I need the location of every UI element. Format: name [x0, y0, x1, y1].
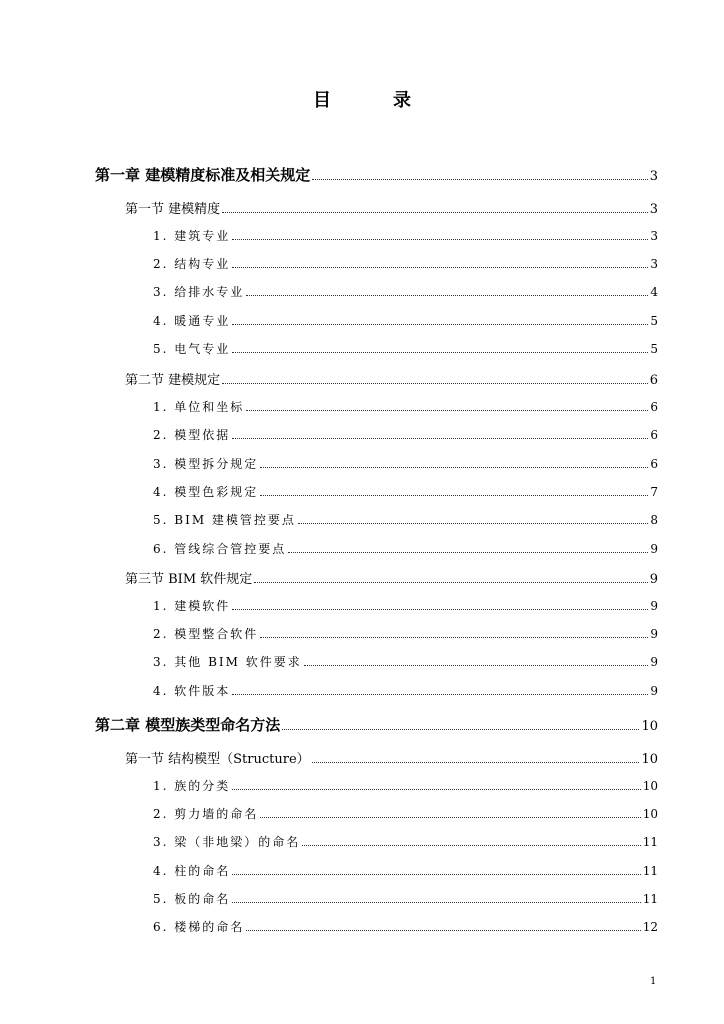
toc-title-char-2: 录	[393, 90, 411, 111]
toc-item[interactable]	[153, 511, 658, 528]
toc-section-1-3[interactable]	[125, 568, 658, 587]
dot-leader	[282, 728, 639, 730]
toc-item[interactable]	[153, 833, 658, 850]
toc-item[interactable]	[153, 805, 658, 822]
toc-entry-label: 2. 剪力墙的命名	[153, 807, 259, 821]
toc-entry-label: 5. 板的命名	[153, 892, 231, 906]
dot-leader	[302, 844, 640, 846]
toc-entry-label: 6. 管线综合管控要点	[153, 542, 287, 556]
toc-entry-label: 3. 其他 BIM 软件要求	[153, 655, 302, 669]
toc-entry-page: 10	[641, 719, 658, 734]
toc-entry-page: 9	[650, 542, 658, 556]
toc-entry-page: 6	[650, 428, 658, 442]
toc-item[interactable]	[153, 653, 658, 670]
toc-entry-page: 10	[641, 752, 658, 767]
toc-entry-label: 2. 结构专业	[153, 257, 231, 271]
toc-entry-label: 第二章 模型族类型命名方法	[95, 716, 281, 734]
toc-entry-page: 10	[642, 779, 658, 793]
dot-leader	[232, 693, 648, 695]
toc-item[interactable]	[153, 255, 658, 272]
toc-entry-label: 第三节 BIM 软件规定	[125, 572, 253, 587]
dot-leader	[232, 608, 648, 610]
toc-section-1-2[interactable]	[125, 369, 658, 388]
toc-item[interactable]	[153, 483, 658, 500]
toc-entry-label: 4. 暖通专业	[153, 314, 231, 328]
toc-entry-label: 5. 电气专业	[153, 342, 231, 356]
toc-entry-page: 3	[649, 202, 658, 217]
toc-entry-page: 5	[650, 314, 658, 328]
toc-entry-label: 1. 单位和坐标	[153, 400, 245, 414]
toc-entry-page: 11	[642, 892, 658, 906]
dot-leader	[260, 494, 648, 496]
page-number: 1	[650, 976, 657, 987]
toc-entry-page: 11	[642, 835, 658, 849]
toc-item[interactable]	[153, 682, 658, 699]
toc-item[interactable]	[153, 597, 658, 614]
toc-entry-page: 9	[650, 655, 658, 669]
dot-leader	[254, 581, 647, 583]
dot-leader	[246, 294, 648, 296]
toc-entry-label: 4. 柱的命名	[153, 864, 231, 878]
dot-leader	[232, 323, 648, 325]
dot-leader	[304, 664, 649, 666]
toc-entry-page: 6	[649, 373, 658, 388]
toc-item[interactable]	[153, 890, 658, 907]
toc-entry-label: 第一节 建模精度	[125, 202, 221, 217]
toc-entry-page: 12	[642, 920, 658, 934]
dot-leader	[232, 437, 648, 439]
dot-leader	[260, 816, 640, 818]
toc-entry-page: 3	[650, 229, 658, 243]
toc-entry-page: 6	[650, 400, 658, 414]
dot-leader	[260, 466, 648, 468]
toc-entry-label: 4. 软件版本	[153, 684, 231, 698]
dot-leader	[246, 929, 640, 931]
toc-chapter-2[interactable]	[95, 714, 658, 735]
toc-entry-page: 3	[650, 257, 658, 271]
toc-item[interactable]	[153, 283, 658, 300]
toc-item[interactable]	[153, 312, 658, 329]
dot-leader	[312, 178, 647, 180]
toc-entry-label: 5. BIM 建模管控要点	[153, 513, 296, 527]
toc-entry-label: 第一章 建模精度标准及相关规定	[95, 166, 311, 184]
toc-item[interactable]	[153, 918, 658, 935]
dot-leader	[232, 901, 640, 903]
toc-entry-page: 8	[650, 513, 658, 527]
toc-entry-label: 6. 楼梯的命名	[153, 920, 245, 934]
toc-entry-page: 9	[650, 627, 658, 641]
toc-item[interactable]	[153, 455, 658, 472]
toc-entry-page: 6	[650, 457, 658, 471]
toc-entry-label: 1. 建模软件	[153, 599, 231, 613]
toc-entry-label: 3. 给排水专业	[153, 285, 245, 299]
toc-entry-label: 3. 模型拆分规定	[153, 457, 259, 471]
toc-item[interactable]	[153, 625, 658, 642]
toc-item[interactable]	[153, 398, 658, 415]
toc-item[interactable]	[153, 540, 658, 557]
toc-item[interactable]	[153, 777, 658, 794]
toc-title-char-1: 目	[313, 90, 331, 111]
toc-entry-label: 4. 模型色彩规定	[153, 485, 259, 499]
toc-entry-page: 9	[649, 572, 658, 587]
toc-entry-page: 10	[642, 807, 658, 821]
toc-entry-page: 4	[650, 285, 658, 299]
dot-leader	[312, 761, 640, 763]
dot-leader	[232, 266, 648, 268]
dot-leader	[222, 211, 648, 213]
toc-item[interactable]	[153, 340, 658, 357]
toc-item[interactable]	[153, 862, 658, 879]
toc-entry-label: 1. 建筑专业	[153, 229, 231, 243]
toc-entry-label: 第一节 结构模型（Structure）	[125, 752, 310, 767]
toc-chapter-1[interactable]	[95, 164, 658, 185]
dot-leader	[232, 873, 640, 875]
dot-leader	[232, 351, 648, 353]
toc-entry-page: 7	[650, 485, 658, 499]
toc-entry-label: 2. 模型整合软件	[153, 627, 259, 641]
dot-leader	[222, 382, 648, 384]
dot-leader	[260, 636, 648, 638]
toc-entry-label: 3. 梁（非地梁）的命名	[153, 835, 301, 849]
toc-section-1-1[interactable]	[125, 198, 658, 217]
dot-leader	[246, 409, 648, 411]
dot-leader	[232, 238, 648, 240]
toc-entry-page: 9	[650, 684, 658, 698]
dot-leader	[232, 788, 640, 790]
toc-section-2-1[interactable]	[125, 748, 658, 767]
toc-entry-page: 11	[642, 864, 658, 878]
toc-title	[0, 86, 724, 112]
dot-leader	[298, 522, 648, 524]
toc-entry-label: 2. 模型依据	[153, 428, 231, 442]
toc-entry-label: 1. 族的分类	[153, 779, 231, 793]
toc-item[interactable]	[153, 227, 658, 244]
toc-entry-label: 第二节 建模规定	[125, 373, 221, 388]
toc-entry-page: 9	[650, 599, 658, 613]
toc-entry-page: 5	[650, 342, 658, 356]
dot-leader	[288, 551, 648, 553]
toc-entry-page: 3	[649, 169, 658, 184]
toc-item[interactable]	[153, 426, 658, 443]
